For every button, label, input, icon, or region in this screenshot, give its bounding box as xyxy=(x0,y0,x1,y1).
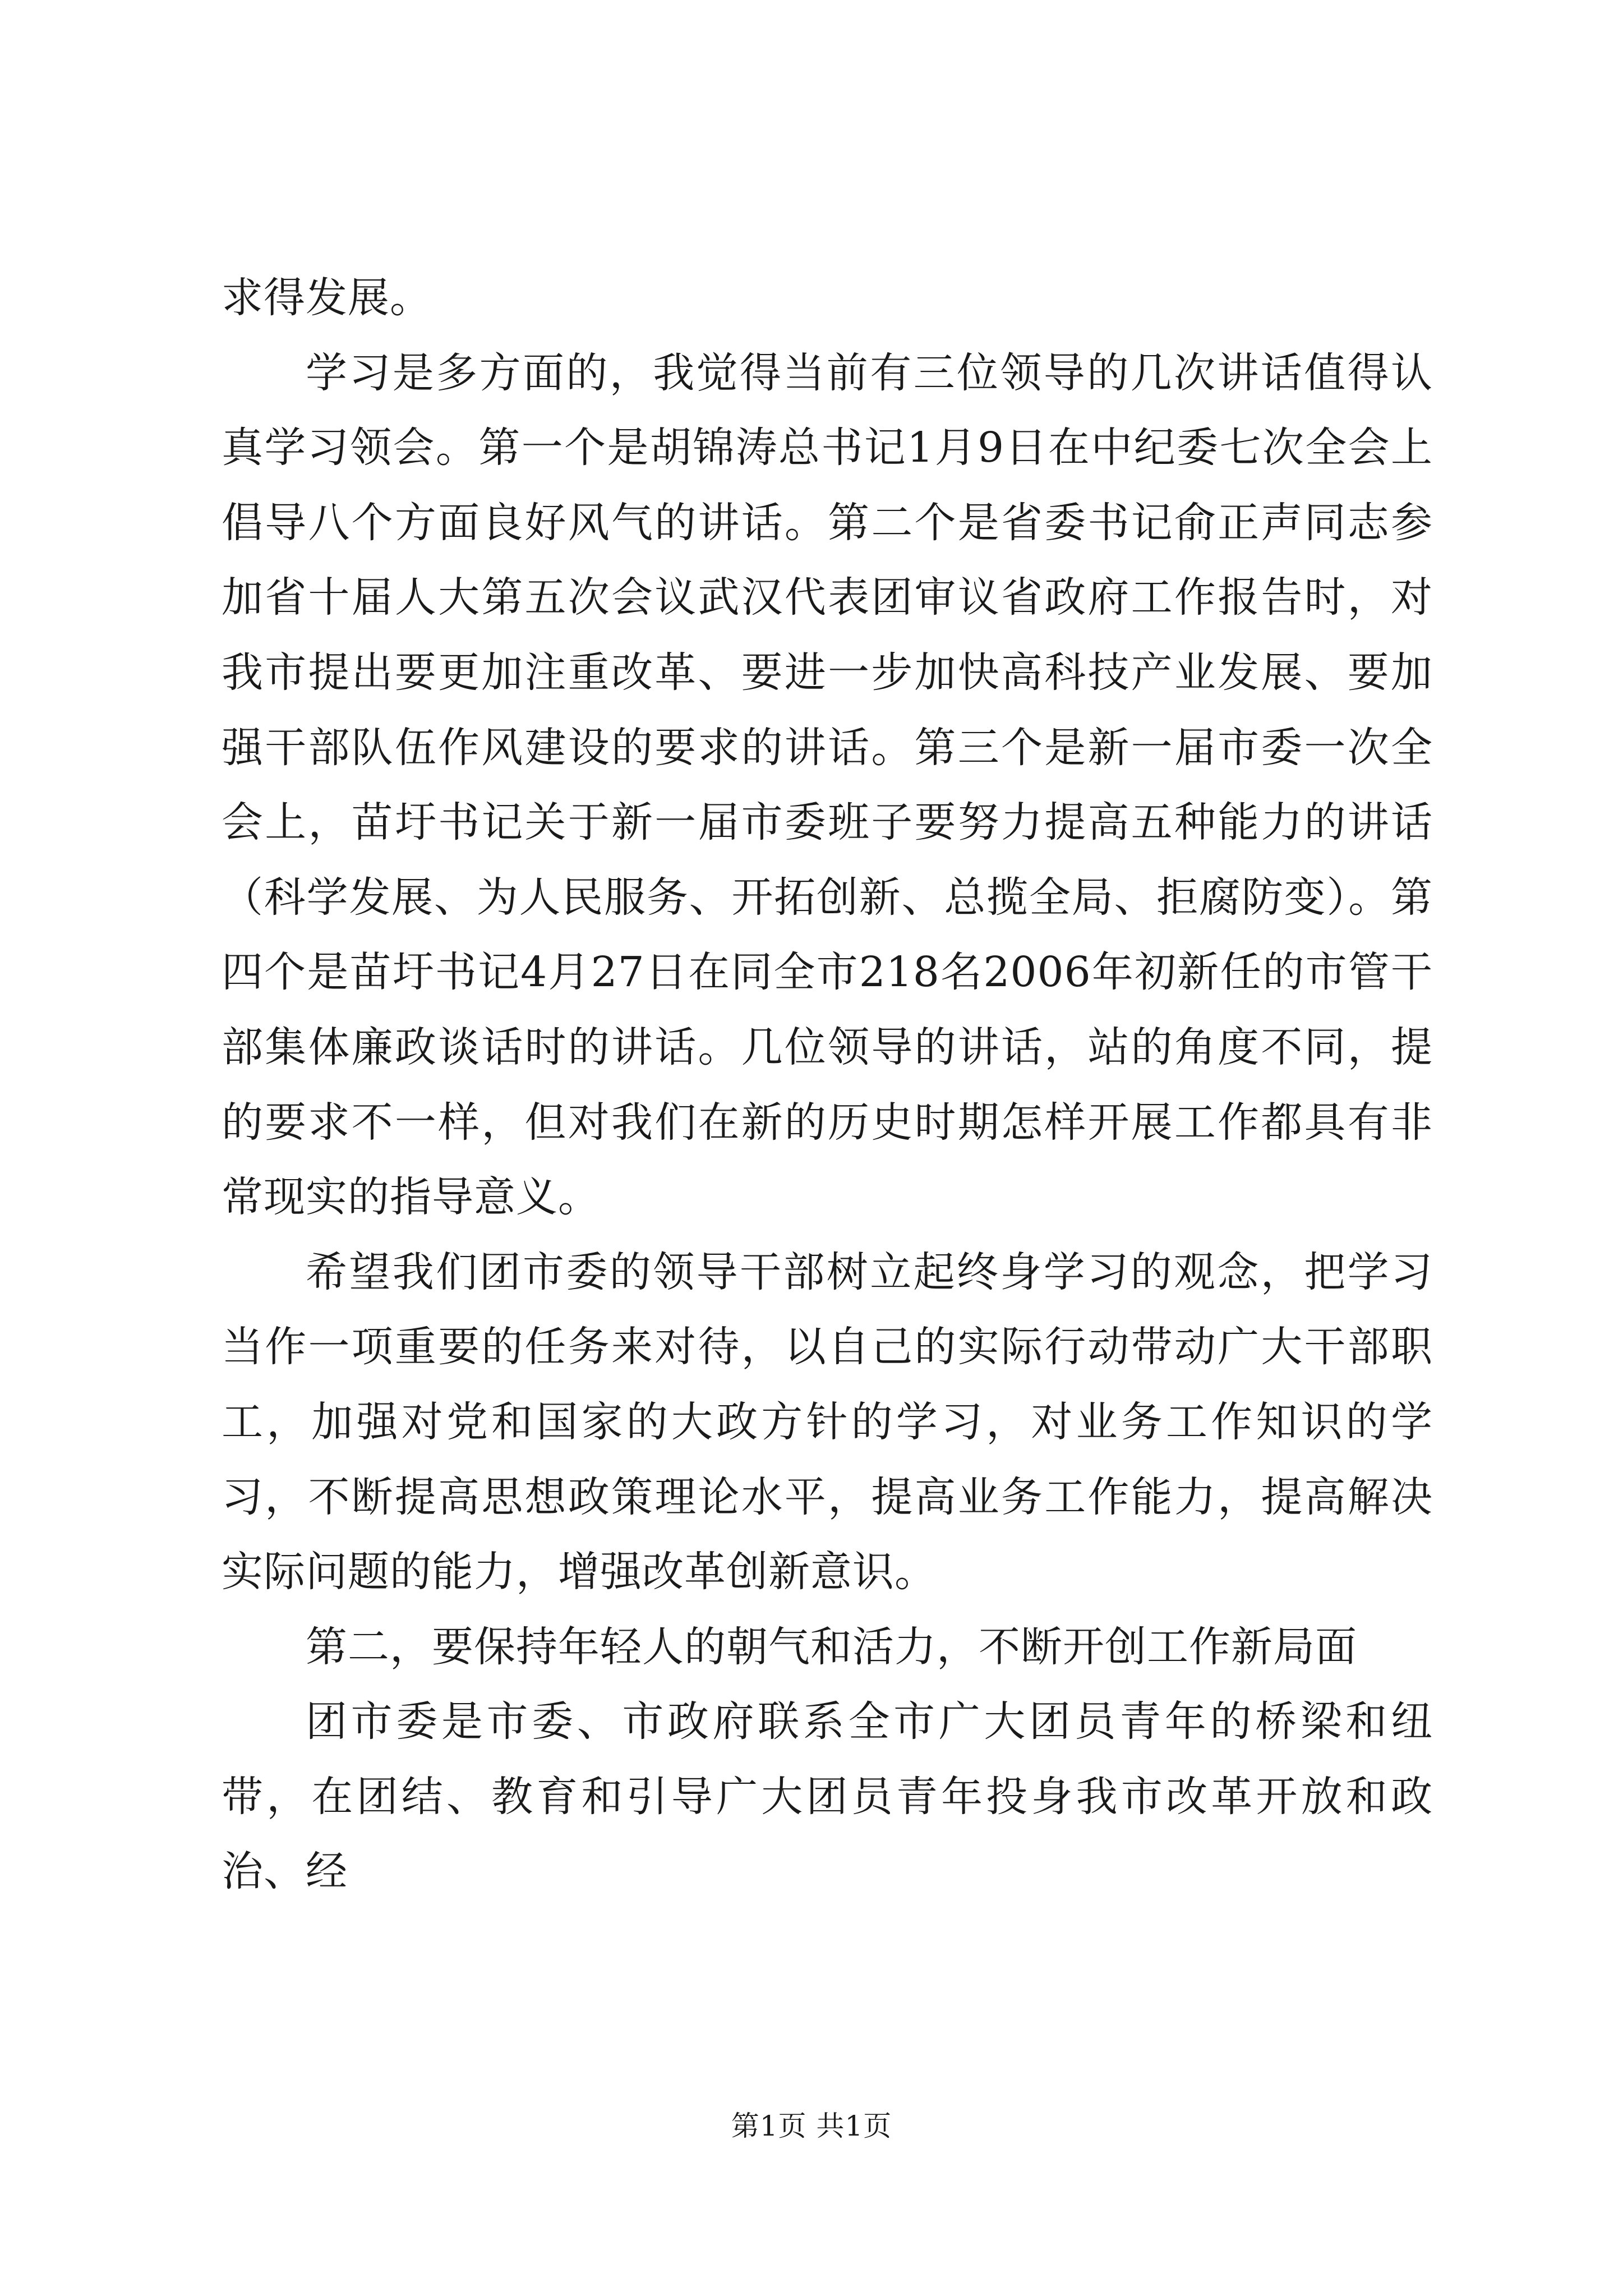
section-heading-second: 第二，要保持年轻人的朝气和活力，不断开创工作新局面 xyxy=(306,1622,1357,1671)
page-footer xyxy=(0,2109,1623,2143)
paragraph-lifelong-learning: 希望我们团市委的领导干部树立起终身学习的观念，把学习当作一项重要的任务来对待，以自己的实际行动带动广大干部职工，加强对党和国家的大政方针的学习，对业务工作知识的学习，不断提高思想政策理论水平，提高业务工作能力，提高解决实际问题的能力，增强改革创新意识。 xyxy=(222,1248,1433,1596)
document-body xyxy=(222,261,1433,1910)
page-number-label: 第1页 共1页 xyxy=(731,2110,892,2142)
paragraph-continuation: 求得发展。 xyxy=(222,274,432,322)
paragraph-study-speeches: 学习是多方面的，我觉得当前有三位领导的几次讲话值得认真学习领会。第一个是胡锦涛总书记1月9日在中纪委七次全会上倡导八个方面良好风气的讲话。第二个是省委书记俞正声同志参加省十届人大第五次会议武汉代表团审议省政府工作报告时，对我市提出要更加注重改革、要进一步加快高科技产业发展、要加强干部队伍作风建设的要求的讲话。第三个是新一届市委一次全会上，苗圩书记关于新一届市委班子要努力提高五种能力的讲话（科学发展、为人民服务、开拓创新、总揽全局、拒腐防变）。第四个是苗圩书记4月27日在同全市218名2006年初新任的市管干部集体廉政谈话时的讲话。几位领导的讲话，站的角度不同，提的要求不一样，但对我们在新的历史时期怎样开展工作都具有非常现实的指导意义。 xyxy=(222,348,1433,1222)
paragraph-youth-league: 团市委是市委、市政府联系全市广大团员青年的桥梁和纽带，在团结、教育和引导广大团员青年投身我市改革开放和政治、经 xyxy=(222,1697,1433,1896)
